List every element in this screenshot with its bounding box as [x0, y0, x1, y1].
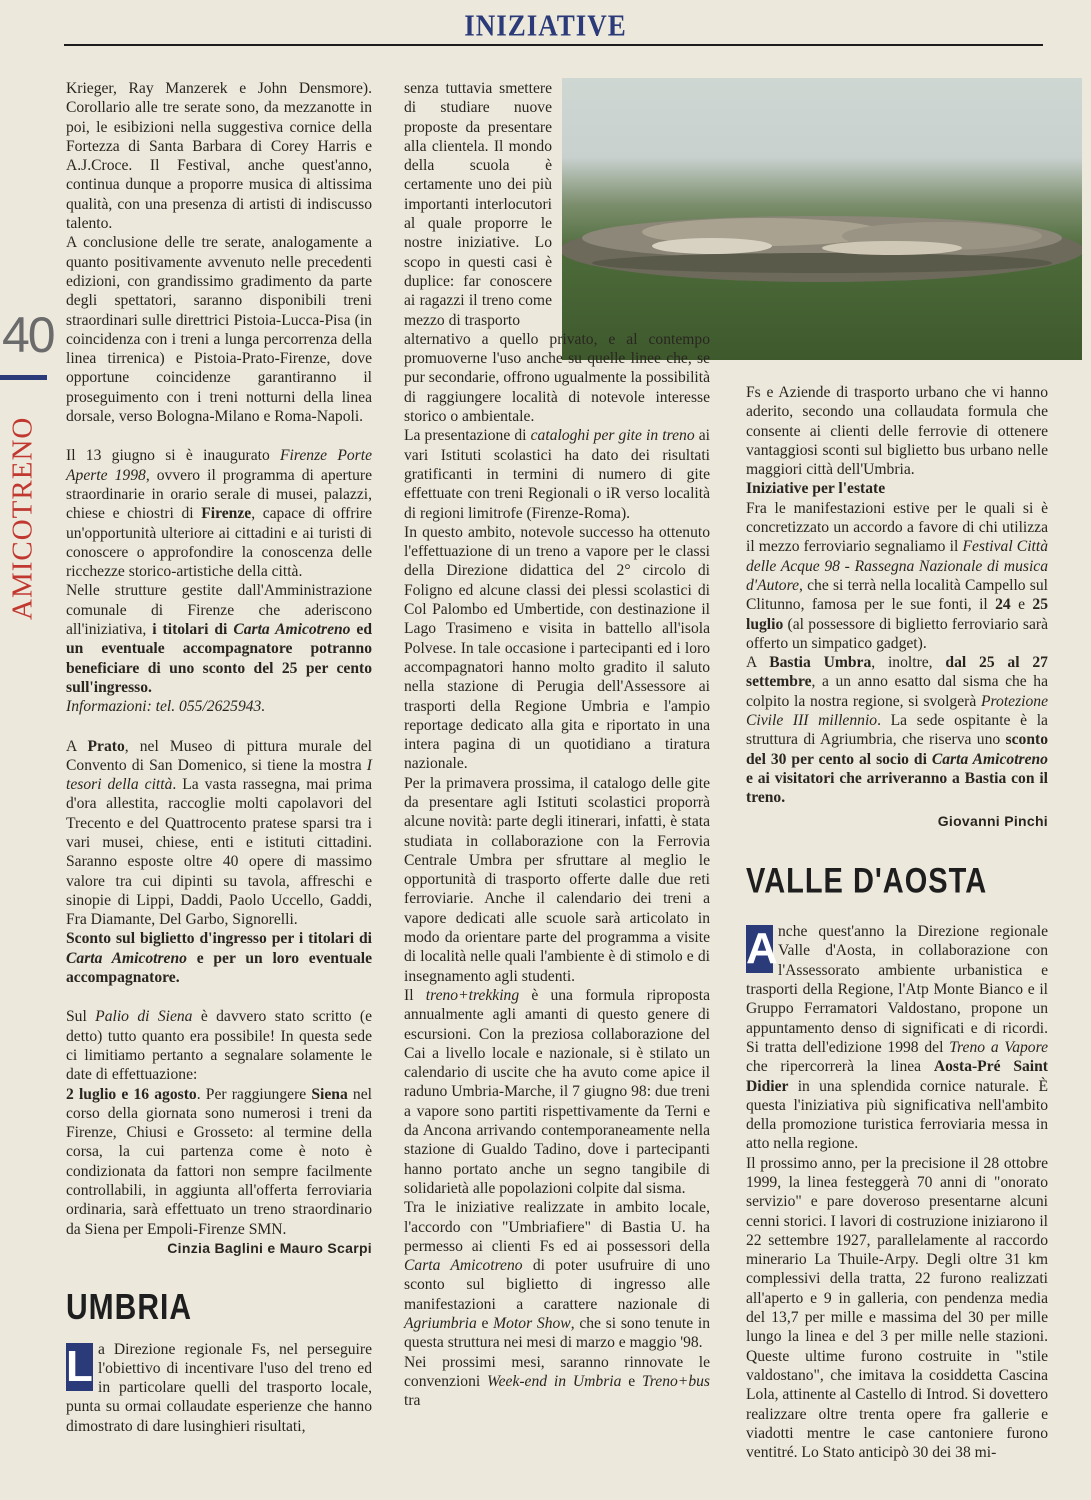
section-title-umbria: UMBRIA — [66, 1287, 192, 1328]
paragraph: A Prato, nel Museo di pittura murale del Convento di San Domenico, si tiene la mostra I tesori della città. La vasta rassegna, mai prima d'ora allestita, raccoglie molti capolavori del Trecento e del Quattrocento pratese sparsi tra i vari musei, chiese, enti e istituti cittadini. Saranno esposte oltre 40 opere di massimo valore tra cui dipinti su tavola, affreschi e sinopie di Lippi, Daddi, Paolo Uccello, Gaddi, Fra Diamante, Del Garbo, Signorelli. — [66, 737, 372, 929]
drop-cap: L — [66, 1341, 93, 1391]
paragraph: Sul Palio di Siena è davvero stato scritto (e detto) tutto quanto era possibile! In questa sede ci limitiamo pertanto a segnalare solamente le date di effettuazione: — [66, 1008, 372, 1084]
page-number: 40 — [2, 307, 54, 363]
paragraph: Il treno+trekking è una formula riproposta annualmente agli amanti di questo genere di escursioni. Con la preziosa collaborazione del Cai a livello locale e nazionale, si è stilato un calendario di uscite che ha avuto come apice il raduno Umbria-Marche, il 7 giugno 98: due treni a vapore sono partiti rispettivamente da Terni e da Ancona arrivando contemporaneamente nella stazione di Gualdo Tadino, dove i partecipanti hanno portato anche un segno tangibile di solidarietà alle popolazioni colpite dal sisma. — [404, 986, 710, 1197]
paragraph: A conclusione delle tre serate, analogamente a quanto positivamente avvenuto nelle precedenti edizioni, con grandissimo gradimento da parte degli spettatori, saranno disponibili treni straordinari sulle direttrici Pistoia-Lucca-Pisa (in coincidenza con i treni a lunga percorrenza della linea tirrenica) e Pistoia-Prato-Firenze, dove opportune coincidenze garantiranno il proseguimento con i treni notturni della linea dorsale, verso Bologna-Milano e Roma-Napoli. — [66, 234, 372, 426]
paragraph: alternativo a quello privato, e al contempo promuoverne l'uso anche su quelle linee che, se pur secondarie, offrono ugualmente la possibilità di raggiungere località di notevole interesse storico o ambientale. — [404, 330, 710, 426]
section-header: INIZIATIVE — [464, 7, 627, 43]
magazine-brand: AMICOTRENO — [6, 416, 39, 620]
sub-heading: Iniziative per l'estate — [746, 480, 886, 498]
drop-cap: A — [746, 924, 778, 974]
paragraph: La presentazione di cataloghi per gite in treno ai vari Istituti scolastici ha dato dei risultati gratificanti in termini di numero di gite effettuate con treni Regionali o iR verso località di regioni limitrofe (Firenze-Roma). — [404, 427, 710, 522]
section-title-valle-daosta: VALLE D'AOSTA — [746, 862, 988, 901]
info-line: Informazioni: tel. 055/2625943. — [66, 698, 266, 716]
paragraph: Per la primavera prossima, il catalogo delle gite da presentare agli Istituti scolastici proporrà alcune novità: parte degli itinerari, infatti, è stata studiata in collaborazione con la Ferrovia Centrale Umbra per sfruttare al meglio le opportunità di trasporto offerte dalle due reti ferroviarie. Anche il calendario dei treni a vapore dedicati alle scuole sarà articolato in modo da orientare parte del programma a visite di località nelle quali l'ambiente è di stimolo e di insegnamento agli studenti. — [404, 774, 710, 985]
author-signature: Cinzia Baglini e Mauro Scarpi — [167, 1239, 372, 1256]
column-1 — [66, 79, 372, 1436]
column-2 — [404, 79, 710, 1410]
header-rule — [64, 44, 1043, 46]
paragraph: Tra le iniziative realizzate in ambito locale, l'accordo con "Umbriafiere" di Bastia U. ha permesso ai clienti Fs ed ai possessori della Carta Amicotreno di poter usufruire di uno sconto sul biglietto di ingresso alle manifestazioni a carattere nazionale di Agriumbria e Motor Show, che si sono tenute in questa struttura nei mesi di marzo e maggio '98. — [404, 1199, 710, 1352]
paragraph: Krieger, Ray Manzerek e John Densmore). Corollario alle tre serate sono, da mezzanotte in poi, le esibizioni nella suggestiva cornice della Fortezza di Santa Barbara di Corey Harris e A.J.Croce. Il Festival, anche quest'anno, continua dunque a proporre musica di altissima qualità, con una presenza di artisti di indiscusso talento. — [66, 80, 372, 233]
column-3 — [746, 383, 1048, 1462]
paragraph: Fs e Aziende di trasporto urbano che vi hanno aderito, secondo una collaudata formula che consente ai clienti delle ferrovie di ottenere vantaggiosi sconti sul biglietto bus urbano nelle maggiori città dell'Umbria. — [746, 384, 1048, 479]
paragraph: 2 luglio e 16 agosto. Per raggiungere Siena nel corso della giornata sono numerosi i treni da Firenze, Chiusi e Grosseto: al termine della corsa, la cui partenza come è noto è condizionata da fattori non sempre facilmente controllabili, in aggiunta all'offerta ferroviaria ordinaria, sarà effettuato un treno straordinario da Siena per Empoli-Firenze SMN. — [66, 1085, 372, 1238]
paragraph-wrap: senza tuttavia smettere di studiare nuove proposte da presentare alla clientela. Il mondo della scuola è certamente uno dei più importanti interlocutori al quale proporre le nostre iniziative. Lo scopo in questi casi è duplice: far conoscere ai ragazzi il treno come mezzo di trasporto — [404, 80, 552, 329]
paragraph: A Bastia Umbra, inoltre, dal 25 al 27 settembre, a un anno esatto dal sisma che ha colpito la nostra regione, si svolgerà Protezione Civile III millennio. La sede ospitante è la struttura di Agriumbria, che riserva uno sconto del 30 per cento al socio di Carta Amicotreno e ai visitatori che arriveranno a Bastia con il treno. — [746, 654, 1048, 807]
paragraph: Sconto sul biglietto d'ingresso per i titolari di Carta Amicotreno e per un loro eventuale accompagnatore. — [66, 930, 372, 987]
paragraph: Fra le manifestazioni estive per le quali si è concretizzato un accordo a favore di chi utilizza il mezzo ferroviario segnaliamo il Festival Città delle Acque 98 - Rassegna Nazionale di musica d'Autore, che si terrà nella località Campello sul Clitunno, famosa per le sue fonti, il 24 e 25 luglio (al possessore di biglietto ferroviario sarà offerto un simpatico gadget). — [746, 499, 1049, 652]
paragraph: In questo ambito, notevole successo ha ottenuto l'effettuazione di un treno a vapore per le classi della Direzione didattica del 2° circolo di Foligno ed alcune classi dei plessi scolastici di Col Palombo ed Umbertide, con destinazione il Lago Trasimeno e visita in battello all'isola Polvese. In tale occasione i partecipanti ed i loro accompagnatori hanno molto gradito il saluto nella stazione di Perugia dell'Assessore ai trasporti della Regione Umbria e l'ampio reportage dedicato alla gita e riportato in una intera pagina di un quotidiano a tiratura nazionale. — [404, 523, 710, 773]
paragraph: A nche quest'anno la Direzione regionale Valle d'Aosta, in collaborazione con l'Assessorato ambiente urbanistica e trasporti della Regione, l'Atp Monte Bianco e il Gruppo Ferramatori Valdostano, propone un appuntamento denso di significati e di ricordi. Si tratta dell'edizione 1998 del Treno a Vapore che ripercorrerà la linea Aosta-Pré Saint Didier in una splendida cornice naturale. È questa l'iniziativa più significativa nell'ambito della promozione turistica ferroviaria messa in atto nella regione. — [746, 923, 1048, 1153]
paragraph: L a Direzione regionale Fs, nel perseguire l'obiettivo di incentivare l'uso del treno ed in particolare quelli del trasporto locale, punta su ormai collaudate esperienze che hanno dimostrato di dare lusinghieri risultati, — [66, 1340, 372, 1435]
paragraph: Il 13 giugno si è inaugurato Firenze Porte Aperte 1998, ovvero il programma di aperture straordinarie in orario serale di musei, palazzi, chiese e chiostri di Firenze, capace di offrire un'opportunità ulteriore ai cittadini e ai turisti di conoscere o approfondire la conoscenza delle ricchezze storico-artistiche della città. — [66, 447, 372, 581]
sidebar-accent-bar — [0, 375, 47, 380]
author-signature: Giovanni Pinchi — [937, 812, 1048, 829]
paragraph: Il prossimo anno, per la precisione il 28 ottobre 1999, la linea festeggerà 70 anni di "onorato servizio" e pare doveroso presentarne alcuni cenni storici. I lavori di costruzione iniziarono il 22 settembre 1927, parallelamente al raccordo minerario La Thuile-Arpy. Degli oltre 31 km complessivi della tratta, 22 furono realizzati all'aperto e 9 in galleria, con pendenza media del 13,7 per mille e massima del 30 per mille lungo la linea e del 3 per mille nelle stazioni. Queste ultime furono costruite in "stile valdostano", che imitava la cosiddetta Cascina Lola, attinente al Castello di Introd. Si dovettero realizzare oltre trenta opere fra gallerie e viadotti mentre le case cantoniere furono ventitré. Lo Stato anticipò 30 dei 38 mi- — [746, 1154, 1048, 1462]
paragraph: Nelle strutture gestite dall'Amministrazione comunale di Firenze che aderiscono all'iniziativa, i titolari di Carta Amicotreno ed un eventuale accompagnatore potranno beneficiare di uno sconto del 25 per cento sull'ingresso. — [66, 582, 373, 696]
paragraph: Nei prossimi mesi, saranno rinnovate le convenzioni Week-end in Umbria e Treno+bus tra — [404, 1353, 710, 1410]
